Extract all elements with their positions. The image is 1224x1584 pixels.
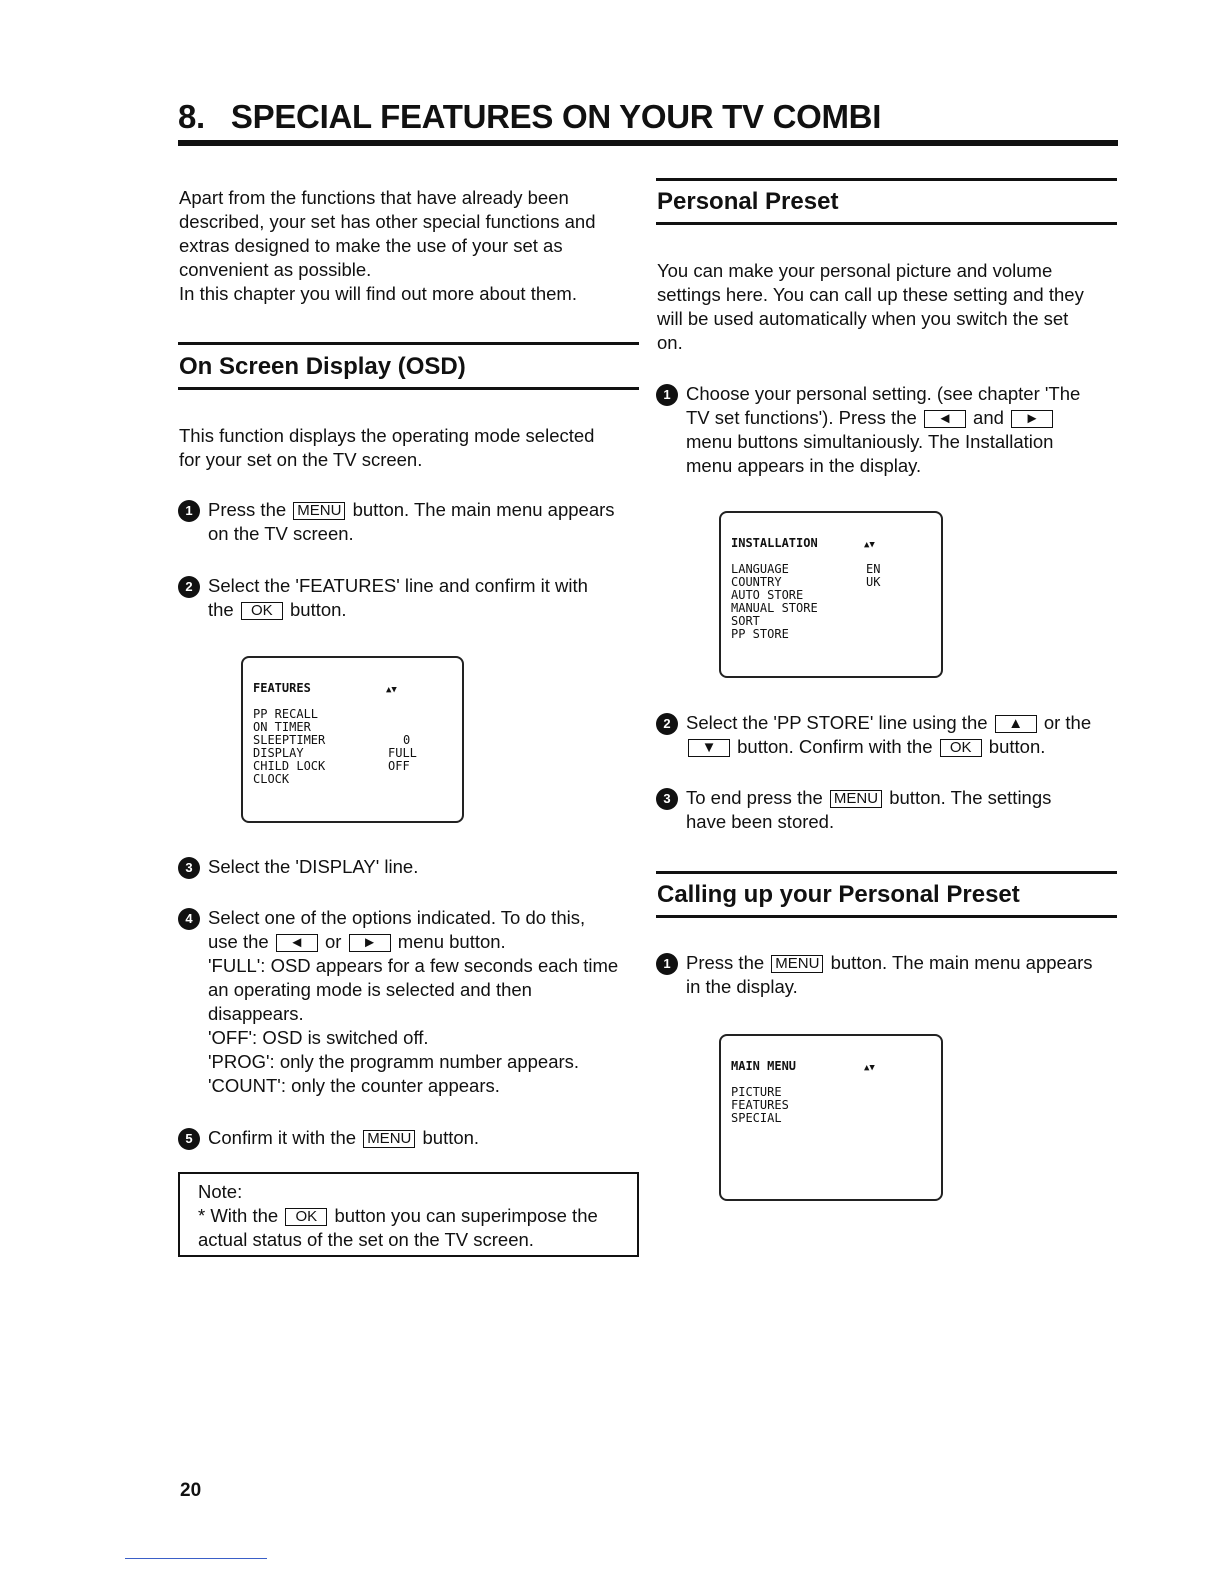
screen-value [866,602,906,615]
screen-header: FEATURES [253,681,311,695]
screen-value [866,589,906,602]
step-text: or the [1043,712,1092,733]
left-arrow-key-icon: ◄ [276,934,318,952]
osd-rule-bottom [178,387,639,390]
screen-item: COUNTRY [731,575,782,589]
chapter-title [178,98,881,136]
screen-value [866,615,906,628]
step-number-icon: 1 [656,384,678,406]
preset-rule-bottom [656,222,1117,225]
step-number-icon: 1 [656,953,678,975]
screen-header: INSTALLATION [731,536,818,550]
calling-rule-top [656,871,1117,874]
intro-line: described, your set has other special functions and [179,211,596,232]
screen-value: EN [866,562,881,576]
step-text: and [973,407,1004,428]
screen-items [253,708,325,786]
step-number-icon: 1 [178,500,200,522]
screen-item: SORT [731,614,760,628]
step-text: 'OFF': OSD is switched off. [208,1027,429,1048]
up-down-arrows-icon: ▲▼ [864,1063,875,1073]
chapter-title-text: SPECIAL FEATURES ON YOUR TV COMBI [230,98,882,135]
menu-key-icon: MENU [293,502,345,520]
step-text: TV set functions'). Press the [686,407,917,428]
step-text: Select one of the options indicated. To do this, [208,907,586,928]
screen-item: FEATURES [731,1098,789,1112]
step-number-icon: 5 [178,1128,200,1150]
up-arrow-key-icon: ▲ [995,715,1037,733]
screen-value: 0 [403,733,411,747]
osd-step-1 [178,498,648,546]
preset-rule-top [656,178,1117,181]
left-arrow-key-icon: ◄ [924,410,966,428]
step-text: Press the [208,499,287,520]
step-number-icon: 3 [656,788,678,810]
step-text: Press the [686,952,765,973]
step-text: button. [422,1127,480,1148]
menu-key-icon: MENU [830,790,882,808]
calling-step-1 [656,951,1126,999]
ok-key-icon: OK [940,739,982,757]
ok-key-icon: OK [285,1208,327,1226]
osd-rule-top [178,342,639,345]
step-text: button. [290,599,347,620]
screen-item: ON TIMER [253,720,311,734]
osd-step-3 [178,855,648,879]
intro-line: Apart from the functions that have already been [179,187,569,208]
down-arrow-key-icon: ▼ [688,739,730,757]
osd-step-5 [178,1126,648,1150]
screen-header: MAIN MENU [731,1059,797,1073]
screen-values [388,708,428,786]
screen-values [866,563,906,641]
screen-item: PICTURE [731,1085,782,1099]
intro-line: extras designed to make the use of your set as [179,235,563,256]
screen-item: MANUAL STORE [731,601,818,615]
screen-item: DISPLAY [253,746,304,760]
intro-line: convenient as possible. [179,259,372,280]
step-number-icon: 3 [178,857,200,879]
screen-value: OFF [388,759,410,773]
step-text: or [324,931,342,952]
installation-menu-screen [719,511,943,678]
step-text: To end press the [686,787,823,808]
calling-rule-bottom [656,915,1117,918]
preset-step-1 [656,382,1126,478]
osd-description [179,424,639,472]
step-text: button. The settings [889,787,1052,808]
note-text: actual status of the set on the TV screen. [198,1229,534,1250]
osd-step-4 [178,906,648,1098]
screen-value: UK [866,575,881,589]
preset-step-2 [656,711,1126,759]
step-text: Select the 'FEATURES' line and confirm it with [208,575,588,596]
screen-item: CLOCK [253,772,290,786]
screen-value: FULL [388,746,417,760]
note-label: Note: [198,1181,243,1202]
step-text: disappears. [208,1003,304,1024]
menu-key-icon: MENU [771,955,823,973]
screen-value [388,708,428,721]
preset-description [657,259,1117,355]
step-number-icon: 2 [178,576,200,598]
title-rule [178,140,1118,146]
step-text: an operating mode is selected and then [208,979,532,1000]
screen-item: PP STORE [731,627,789,641]
step-text: 'PROG': only the programm number appears. [208,1051,580,1072]
step-text: button. The main menu appears [352,499,615,520]
up-down-arrows-icon: ▲▼ [386,685,397,695]
intro-paragraph [179,186,639,306]
right-arrow-key-icon: ► [1011,410,1053,428]
menu-key-icon: MENU [363,1130,415,1148]
step-text: 'FULL': OSD appears for a few seconds each time [208,955,619,976]
step-text: menu buttons simultaniously. The Installation [686,431,1054,452]
footer-line [125,1558,267,1559]
step-text: Choose your personal setting. (see chapter 'The [686,383,1081,404]
step-text: menu button. [397,931,506,952]
features-menu-screen [241,656,464,823]
osd-step-2 [178,574,648,622]
step-text: the [208,599,234,620]
screen-item: PP RECALL [253,707,319,721]
right-arrow-key-icon: ► [349,934,391,952]
osd-desc-line: for your set on the TV screen. [179,449,423,470]
step-text: have been stored. [686,811,835,832]
step-text: on the TV screen. [208,523,354,544]
step-text: Select the 'DISPLAY' line. [208,856,419,877]
ok-key-icon: OK [241,602,283,620]
osd-desc-line: This function displays the operating mode selected [179,425,595,446]
step-text: in the display. [686,976,798,997]
chapter-number: 8. [178,98,205,135]
intro-line: In this chapter you will find out more about them. [179,283,577,304]
preset-desc-line: You can make your personal picture and volume [657,260,1053,281]
screen-item: AUTO STORE [731,588,804,602]
step-number-icon: 4 [178,908,200,930]
screen-item: LANGUAGE [731,562,789,576]
preset-desc-line: settings here. You can call up these setting and they [657,284,1084,305]
screen-item: CHILD LOCK [253,759,326,773]
note-box [178,1172,639,1257]
step-text: Confirm it with the [208,1127,357,1148]
screen-item: SPECIAL [731,1111,782,1125]
page-number: 20 [180,1480,202,1501]
screen-item: SLEEPTIMER [253,733,326,747]
note-text: button you can superimpose the [334,1205,598,1226]
osd-section-title: On Screen Display (OSD) [179,353,466,380]
screen-items [731,563,818,641]
preset-section-title: Personal Preset [657,188,839,215]
step-text: button. The main menu appears [830,952,1093,973]
screen-items [731,1086,789,1125]
step-text: button. Confirm with the [737,736,933,757]
note-text: * With the [198,1205,279,1226]
step-text: Select the 'PP STORE' line using the [686,712,988,733]
step-number-icon: 2 [656,713,678,735]
screen-value [866,628,906,641]
step-text: button. [988,736,1046,757]
main-menu-screen [719,1034,943,1201]
preset-desc-line: will be used automatically when you switch the set [657,308,1069,329]
calling-section-title: Calling up your Personal Preset [657,881,1020,908]
up-down-arrows-icon: ▲▼ [864,540,875,550]
preset-step-3 [656,786,1126,834]
step-text: 'COUNT': only the counter appears. [208,1075,500,1096]
screen-value [388,773,428,786]
step-text: use the [208,931,269,952]
preset-desc-line: on. [657,332,683,353]
step-text: menu appears in the display. [686,455,922,476]
